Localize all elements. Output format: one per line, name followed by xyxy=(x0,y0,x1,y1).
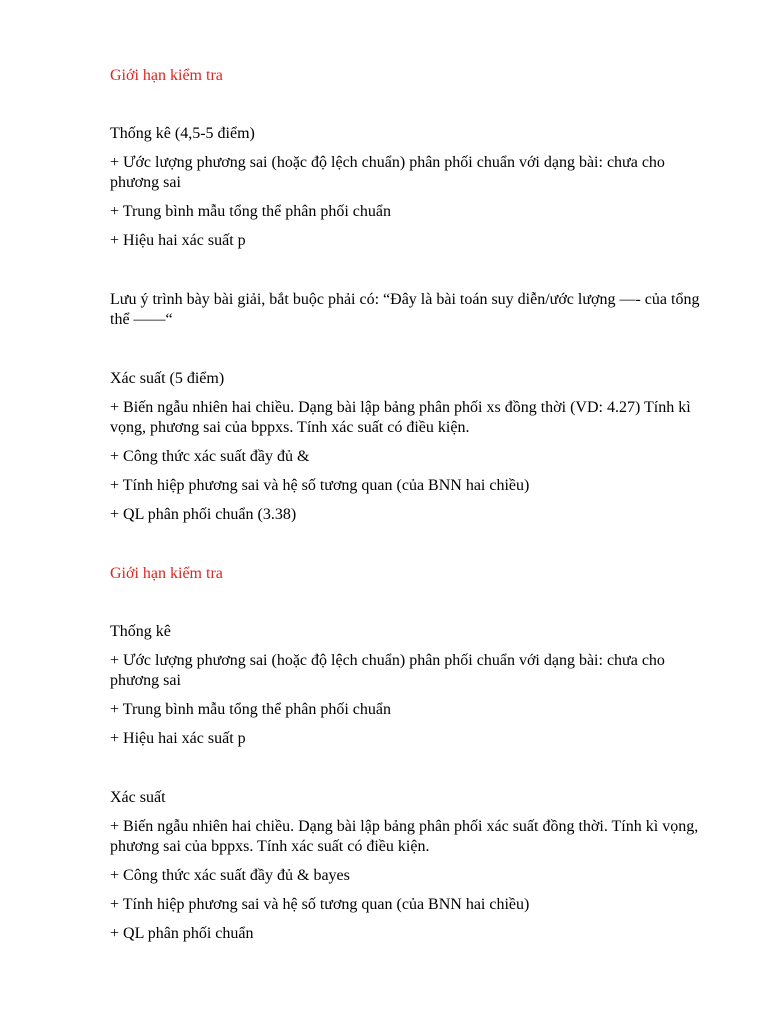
stats-title: Thống kê xyxy=(110,623,171,640)
list-item: + Trung bình mẫu tổng thể phân phối chuẩn xyxy=(110,701,392,718)
list-item: + QL phân phối chuẩn xyxy=(110,925,254,942)
list-item: + Biến ngẫu nhiên hai chiều. Dạng bài lập bảng phân phối xác suất đồng thời. Tính kì vọng, phương sai của bppxs. Tính xác suất có điều kiện. xyxy=(110,818,699,855)
list-item: + Hiệu hai xác suất p xyxy=(110,232,246,249)
section-heading: Giới hạn kiểm tra xyxy=(110,67,223,84)
prob-title: Xác suất xyxy=(110,789,166,806)
prob-title: Xác suất (5 điểm) xyxy=(110,370,225,387)
list-item: + Công thức xác suất đầy đủ & xyxy=(110,448,310,465)
list-item: + Trung bình mẫu tổng thể phân phối chuẩn xyxy=(110,203,392,220)
list-item: + Ước lượng phương sai (hoặc độ lệch chuẩn) phân phối chuẩn với dạng bài: chưa cho phương sai xyxy=(110,154,665,191)
list-item: + Ước lượng phương sai (hoặc độ lệch chuẩn) phân phối chuẩn với dạng bài: chưa cho phương sai xyxy=(110,652,665,689)
list-item: + QL phân phối chuẩn (3.38) xyxy=(110,506,297,523)
list-item: + Hiệu hai xác suất p xyxy=(110,730,246,747)
list-item: + Tính hiệp phương sai và hệ số tương quan (của BNN hai chiều) xyxy=(110,896,530,913)
list-item: + Công thức xác suất đầy đủ & bayes xyxy=(110,867,350,884)
note-paragraph: Lưu ý trình bày bài giải, bắt buộc phải có: “Đây là bài toán suy diễn/ước lượng —- của tổng thể ——“ xyxy=(110,291,700,328)
list-item: + Tính hiệp phương sai và hệ số tương quan (của BNN hai chiều) xyxy=(110,477,530,494)
document-page xyxy=(110,66,710,944)
list-item: + Biến ngẫu nhiên hai chiều. Dạng bài lập bảng phân phối xs đồng thời (VD: 4.27) Tính kì vọng, phương sai của bppxs. Tính xác suất có điều kiện. xyxy=(110,399,691,436)
section-heading: Giới hạn kiểm tra xyxy=(110,565,223,582)
stats-title: Thống kê (4,5-5 điểm) xyxy=(110,125,255,142)
